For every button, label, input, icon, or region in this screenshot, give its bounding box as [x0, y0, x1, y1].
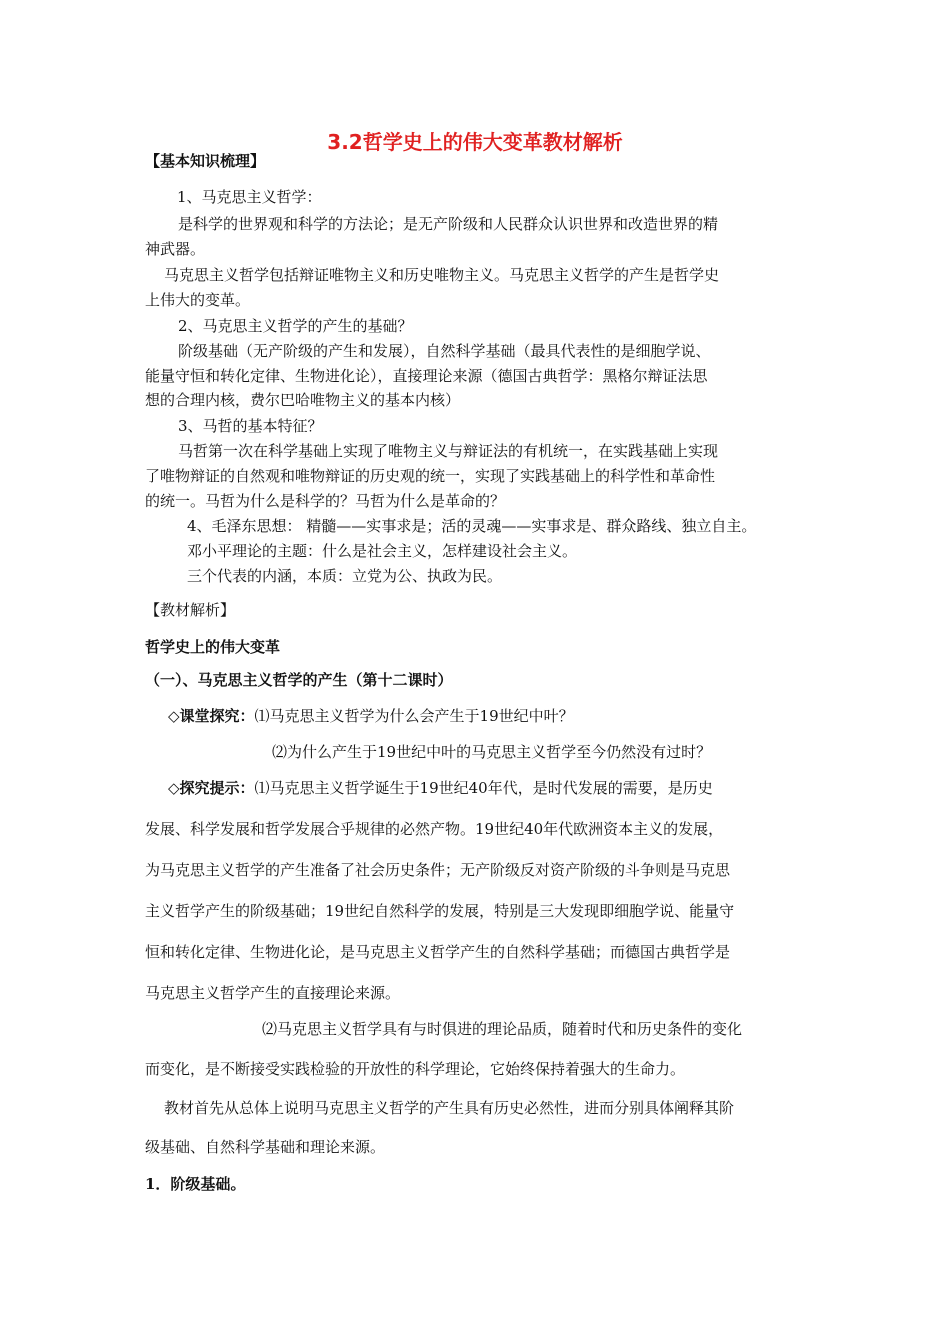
inquiry-line — [168, 706, 574, 726]
paragraph-line: 马克思主义哲学包括辩证唯物主义和历史唯物主义。马克思主义哲学的产生是哲学史 — [164, 266, 720, 284]
item-heading: 1．阶级基础。 — [145, 1175, 246, 1193]
subsection-title: 哲学史上的伟大变革 — [145, 638, 281, 656]
paragraph-line: 4、毛泽东思想： 精髓——实事求是；活的灵魂——实事求是、群众路线、独立自主。 — [187, 517, 757, 535]
paragraph-line: 想的合理内核，费尔巴哈唯物主义的基本内核） — [145, 391, 461, 409]
section-heading-analysis: 【教材解析】 — [145, 601, 236, 619]
paragraph-line: 邓小平理论的主题：什么是社会主义，怎样建设社会主义。 — [187, 542, 578, 560]
subsection-heading: （一）、马克思主义哲学的产生（第十二课时） — [145, 671, 453, 689]
paragraph-line: 能量守恒和转化定律、生物进化论），直接理论来源（德国古典哲学：黑格尔辩证法思 — [145, 367, 708, 385]
paragraph-line: 为马克思主义哲学的产生准备了社会历史条件；无产阶级反对资产阶级的斗争则是马克思 — [145, 861, 731, 879]
paragraph-line: 的统一。马哲为什么是科学的？马哲为什么是革命的？ — [145, 492, 506, 510]
inquiry-label: ◇课堂探究： — [168, 707, 255, 725]
paragraph-line: 是科学的世界观和科学的方法论；是无产阶级和人民群众认识世界和改造世界的精 — [178, 215, 719, 233]
paragraph-line: 恒和转化定律、生物进化论，是马克思主义哲学产生的自然科学基础；而德国古典哲学是 — [145, 943, 731, 961]
paragraph-line: 马哲第一次在科学基础上实现了唯物主义与辩证法的有机统一，在实践基础上实现 — [178, 442, 719, 460]
paragraph-line: 发展、科学发展和哲学发展合乎规律的必然产物。19世纪40年代欧洲资本主义的发展， — [145, 820, 724, 838]
paragraph-line: ⑵马克思主义哲学具有与时俱进的理论品质，随着时代和历史条件的变化 — [262, 1020, 743, 1038]
paragraph-line: 了唯物辩证的自然观和唯物辩证的历史观的统一，实现了实践基础上的科学性和革命性 — [145, 467, 716, 485]
hint-label: ◇探究提示： — [168, 779, 255, 797]
paragraph-heading: 3、马哲的基本特征？ — [178, 417, 323, 435]
hint-text: ⑴马克思主义哲学诞生于19世纪40年代，是时代发展的需要，是历史 — [254, 779, 713, 797]
paragraph-line: 三个代表的内涵，本质：立党为公、执政为民。 — [187, 567, 503, 585]
paragraph-line: 上伟大的变革。 — [145, 291, 251, 309]
paragraph-line: 而变化，是不断接受实践检验的开放性的科学理论，它始终保持着强大的生命力。 — [145, 1060, 686, 1078]
paragraph-line: 主义哲学产生的阶级基础；19世纪自然科学的发展，特别是三大发现即细胞学说、能量守 — [145, 902, 735, 920]
paragraph-line: 神武器。 — [145, 240, 206, 258]
document-title: 3.2哲学史上的伟大变革教材解析 — [327, 130, 623, 154]
inquiry-question-2: ⑵为什么产生于19世纪中叶的马克思主义哲学至今仍然没有过时？ — [272, 743, 712, 761]
paragraph-line: 级基础、自然科学基础和理论来源。 — [145, 1138, 386, 1156]
inquiry-question-1: ⑴马克思主义哲学为什么会产生于19世纪中叶？ — [254, 707, 574, 725]
paragraph-line: 阶级基础（无产阶级的产生和发展），自然科学基础（最具代表性的是细胞学说、 — [178, 342, 711, 360]
paragraph-line: 马克思主义哲学产生的直接理论来源。 — [145, 984, 401, 1002]
paragraph-heading: 1、马克思主义哲学： — [177, 188, 322, 206]
paragraph-line: 教材首先从总体上说明马克思主义哲学的产生具有历史必然性，进而分别具体阐释其阶 — [164, 1099, 735, 1117]
paragraph-heading: 2、马克思主义哲学的产生的基础？ — [178, 317, 413, 335]
hint-line — [168, 778, 713, 798]
section-heading-basic: 【基本知识梳理】 — [145, 152, 266, 170]
